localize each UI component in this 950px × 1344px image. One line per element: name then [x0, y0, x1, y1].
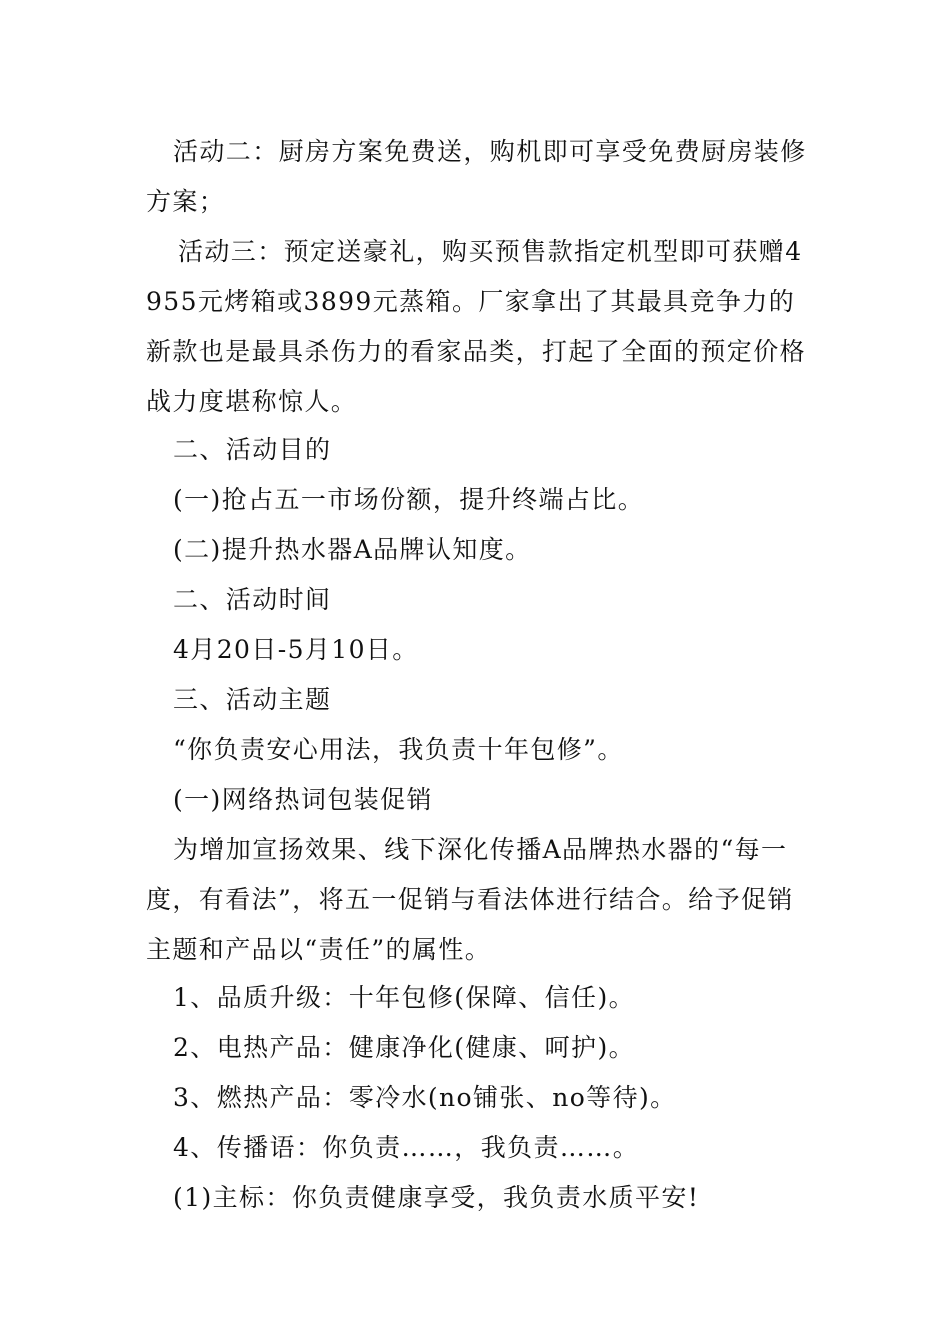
- list-item-quality-upgrade: 1、品质升级：十年包修(保障、信任)。: [173, 983, 636, 1012]
- paragraph-activity-dates: 4月20日-5月10日。: [173, 635, 419, 664]
- list-item-main-slogan: (1)主标：你负责健康享受，我负责水质平安!: [173, 1183, 700, 1212]
- heading-activity-theme: 三、活动主题: [173, 685, 332, 714]
- list-item-purpose-one: (一)抢占五一市场份额，提升终端占比。: [173, 485, 645, 514]
- heading-activity-time: 二、活动时间: [173, 585, 332, 614]
- list-item-electric-products: 2、电热产品：健康净化(健康、呵护)。: [173, 1033, 636, 1062]
- paragraph-activity-two: 活动二：厨房方案免费送，购机即可享受免费厨房装修方案；: [146, 137, 807, 216]
- list-item-purpose-two: (二)提升热水器A品牌认知度。: [173, 535, 532, 564]
- paragraph-theme-slogan: “你负责安心用法，我负责十年包修”。: [173, 735, 624, 764]
- paragraph-activity-three: 活动三：预定送豪礼，购买预售款指定机型即可获赠4955元烤箱或3899元蒸箱。厂家拿出了其最具竞争力的新款也是最具杀伤力的看家品类，打起了全面的预定价格战力度堪称惊人。: [146, 237, 807, 416]
- subheading-buzzword-promo: (一)网络热词包装促销: [173, 785, 433, 814]
- paragraph-promo-description: 为增加宣扬效果、线下深化传播A品牌热水器的“每一度，有看法”，将五一促销与看法体进行结合。给予促销主题和产品以“责任”的属性。: [146, 835, 794, 964]
- heading-activity-purpose: 二、活动目的: [173, 435, 332, 464]
- list-item-gas-products: 3、燃热产品：零冷水(no铺张、no等待)。: [173, 1083, 677, 1112]
- list-item-slogan: 4、传播语：你负责……，我负责……。: [173, 1133, 640, 1162]
